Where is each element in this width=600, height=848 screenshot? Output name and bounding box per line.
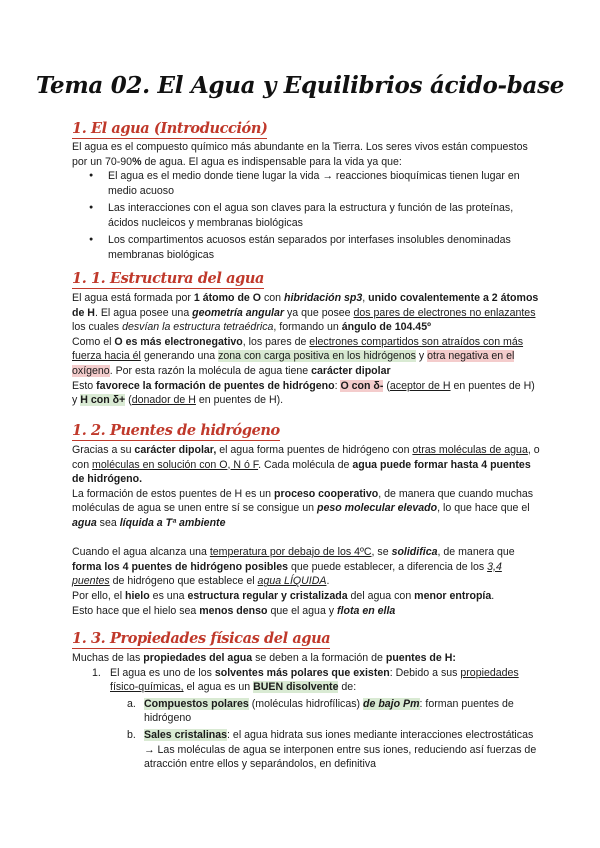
- text-run: .: [326, 575, 330, 588]
- text-run: de:: [338, 681, 357, 694]
- section-heading-1-text: 1. El agua (Introducción): [72, 120, 268, 137]
- text-run: . Cada molécula de: [258, 458, 353, 471]
- text-run: y: [415, 350, 428, 363]
- text-run: es una: [149, 589, 188, 602]
- paragraph: [72, 589, 542, 604]
- section-heading-1: [72, 120, 267, 137]
- section-heading-1-1: [72, 270, 264, 287]
- paragraph: [72, 651, 542, 666]
- section-heading-1-3: [72, 630, 330, 647]
- text-run: Compuestos polares: [144, 697, 249, 710]
- item-letter: a.: [127, 697, 136, 710]
- text-run: aceptor de H: [389, 379, 451, 392]
- item-number: 1.: [92, 666, 101, 679]
- numbered-item-1: [72, 666, 542, 695]
- text-run: %: [132, 155, 142, 168]
- text-run: de agua. El agua es indispensable para la vida ya que:: [141, 155, 402, 168]
- text-run: que puede establecer, a diferencia de los: [288, 560, 488, 573]
- text-run: , de manera que: [437, 546, 515, 559]
- text-run: hibridación sp3: [283, 292, 363, 304]
- text-run: 3,4 puentes: [72, 560, 502, 588]
- paragraph: [72, 379, 542, 408]
- text-run: generando una: [140, 350, 219, 363]
- text-run: solidifica: [391, 546, 438, 559]
- text-run: , lo que hace que el: [437, 502, 530, 515]
- text-run: 1 átomo de O: [193, 292, 262, 304]
- text-run: O con δ-: [340, 379, 384, 392]
- text-run: Cuando el agua alcanza una: [72, 546, 210, 559]
- text-run: : forman puentes de hidrógeno: [144, 697, 514, 725]
- text-run: O es más electronegativo: [114, 335, 243, 348]
- text-run: propiedades físico-químicas,: [110, 666, 519, 694]
- text-run: zona con carga positiva en los hidrógenos: [218, 350, 416, 363]
- section-1-3-body: [72, 651, 542, 772]
- text-run: líquida a Tª ambiente: [119, 516, 226, 529]
- text-run: BUEN disolvente: [253, 681, 339, 694]
- text-run: . Por esta razón la molécula de agua tiene: [109, 364, 312, 377]
- text-run: menos denso: [199, 604, 268, 617]
- section-1-2-body: [72, 443, 542, 618]
- paragraph: [72, 604, 542, 619]
- text-run: Sales cristalinas: [144, 728, 228, 741]
- text-run: geometría angular: [192, 306, 284, 319]
- text-run: , o con: [72, 444, 540, 471]
- item-text: [110, 667, 519, 694]
- paragraph: [72, 140, 542, 169]
- sub-item-b: [72, 728, 542, 772]
- section-1-1-body: [72, 291, 542, 408]
- text-run: con: [261, 292, 284, 304]
- text-run: proceso cooperativo: [274, 487, 379, 500]
- paragraph: [72, 291, 542, 335]
- text-run: ya que posee: [284, 306, 354, 319]
- text-run: peso molecular elevado: [317, 502, 438, 515]
- text-run: moléculas en solución con O, N ó F: [92, 458, 259, 471]
- text-run: (moléculas hidrofílicas): [248, 697, 364, 710]
- text-run: :: [334, 379, 341, 392]
- text-run: , de manera que cuando muchas moléculas de agua se unen entre sí se consigue un: [72, 487, 534, 515]
- text-run: .: [491, 589, 495, 602]
- text-run: los cuales: [72, 321, 123, 334]
- text-run: , los pares de: [242, 335, 310, 348]
- text-run: sea: [96, 516, 120, 529]
- text-run: en puentes de H) y: [72, 379, 535, 407]
- text-run: solventes más polares que existen: [214, 666, 390, 679]
- text-run: Esto: [72, 379, 97, 392]
- text-run: temperatura por debajo de los 4ºC: [209, 546, 372, 559]
- text-run: carácter dipolar,: [134, 444, 217, 456]
- text-run: puentes de H:: [385, 652, 456, 664]
- text-run: agua LÍQUIDA: [257, 575, 327, 588]
- text-run: Gracias a su: [72, 444, 135, 456]
- text-run: , se: [371, 546, 392, 559]
- text-run: ángulo de 104.45º: [341, 321, 431, 334]
- text-run: electrones compartidos son atraídos con más fuerza hacia él: [72, 335, 524, 363]
- text-run: . El agua posee una: [94, 306, 193, 319]
- text-run: en puentes de H).: [195, 394, 284, 407]
- text-run: : el agua hidrata sus iones mediante interacciones electrostáticas → Las moléculas de agua se interponen entre sus iones, reduciendo así fuerzas de atracción entre ellos y separándolos, en definitiva: [144, 728, 537, 771]
- text-run: H con δ+: [80, 394, 126, 407]
- text-run: de bajo Pm: [363, 697, 420, 710]
- page-title: Tema 02. El Agua y Equilibrios ácido-base: [35, 72, 565, 99]
- text-run: donador de H: [131, 394, 196, 407]
- blank-line: [72, 531, 542, 546]
- text-run: forma los 4 puentes de hidrógeno posibles: [72, 560, 289, 573]
- text-run: Como el: [72, 335, 115, 348]
- text-run: (: [383, 379, 390, 392]
- text-run: estructura regular y cristalizada: [187, 589, 348, 602]
- text-run: agua: [72, 516, 97, 529]
- section-1-bullet-list: [72, 169, 542, 266]
- text-run: Muchas de las: [72, 652, 144, 664]
- text-run: de hidrógeno que establece el: [109, 575, 258, 588]
- text-run: menor entropía: [414, 589, 492, 602]
- text-run: Esto hace que el hielo sea: [72, 604, 200, 617]
- text-run: favorece la formación de puentes de hidrógeno: [96, 379, 335, 392]
- text-run: del agua con: [347, 589, 415, 602]
- text-run: , formando un: [273, 321, 342, 334]
- text-run: agua puede formar hasta 4 puentes de hidrógeno.: [72, 458, 531, 486]
- text-run: El agua es uno de los: [110, 666, 215, 679]
- text-run: carácter dipolar: [311, 364, 391, 377]
- text-run: ,: [362, 292, 369, 304]
- text-run: hielo: [125, 589, 150, 602]
- text-run: Por ello, el: [72, 589, 125, 602]
- sub-item-a: [72, 697, 542, 726]
- text-run: el agua es un: [183, 681, 254, 694]
- section-1-intro: [72, 140, 542, 169]
- text-run: otra negativa en el oxígeno: [72, 350, 515, 377]
- text-run: : Debido a sus: [389, 666, 461, 679]
- paragraph: [72, 335, 542, 379]
- item-letter: b.: [127, 728, 136, 741]
- text-run: el agua forma puentes de hidrógeno con: [216, 444, 413, 456]
- list-item: ● Los compartimentos acuosos están separados por interfases insolubles denominadas membranas biológicas: [72, 233, 542, 262]
- list-item: ● Las interacciones con el agua son claves para la estructura y función de las proteínas, ácidos nucleicos y membranas biológicas: [72, 201, 542, 230]
- text-run: otras moléculas de agua: [412, 444, 528, 456]
- section-heading-1-2: [72, 422, 280, 439]
- text-run: que el agua y: [267, 604, 338, 617]
- paragraph: [72, 545, 542, 589]
- item-text: [144, 729, 536, 770]
- text-run: flota en ella: [337, 604, 396, 617]
- text-run: propiedades del agua: [143, 652, 253, 664]
- text-run: El agua es el compuesto químico más abundante en la Tierra. Los seres vivos están compuestos por un 70-90: [72, 141, 528, 168]
- text-run: se deben a la formación de: [252, 652, 386, 664]
- section-heading-1-1-text: 1. 1. Estructura del agua: [72, 270, 265, 287]
- text-run: La formación de estos puentes de H es un: [72, 487, 274, 500]
- text-run: unido covalentemente a 2 átomos de H: [72, 292, 539, 319]
- list-item: ● El agua es el medio donde tiene lugar la vida → reacciones bioquímicas tienen lugar en medio acuoso: [72, 169, 542, 198]
- text-run: El agua está formada por: [72, 292, 194, 304]
- item-text: [144, 698, 514, 725]
- section-heading-1-2-text: 1. 2. Puentes de hidrógeno: [72, 422, 280, 439]
- text-run: (: [125, 394, 132, 407]
- text-run: desvían la estructura tetraédrica: [122, 321, 274, 334]
- paragraph: [72, 487, 542, 531]
- paragraph: [72, 443, 542, 487]
- text-run: dos pares de electrones no enlazantes: [353, 306, 536, 319]
- section-heading-1-3-text: 1. 3. Propiedades físicas del agua: [72, 630, 331, 647]
